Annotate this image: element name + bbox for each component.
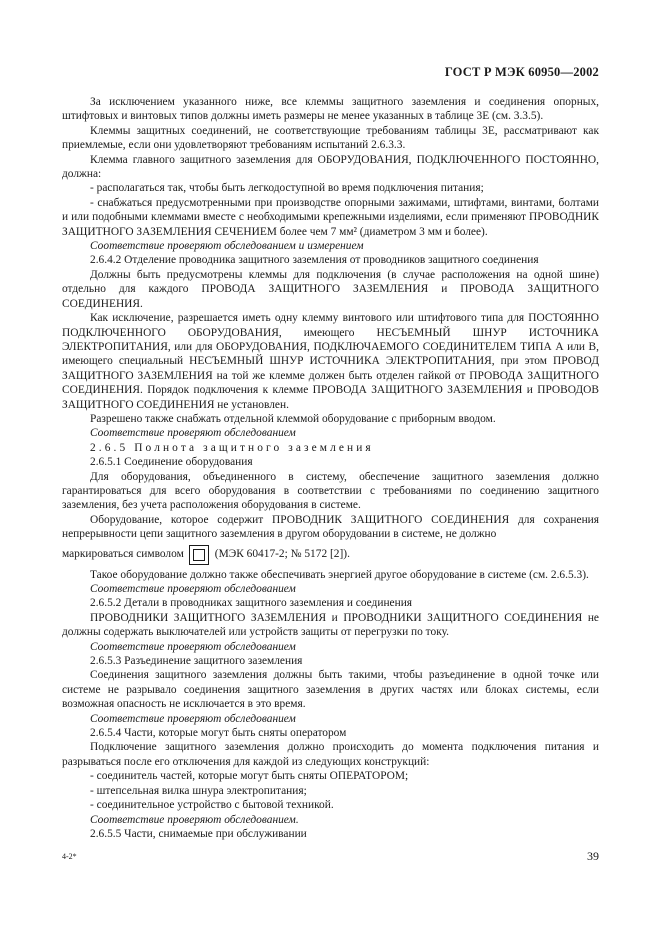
- paragraph: 2.6.5.2 Детали в проводниках защитного заземления и соединения: [90, 597, 413, 610]
- paragraph: ПРОВОДНИКИ ЗАЩИТНОГО ЗАЗЕМЛЕНИЯ и ПРОВОДНИКИ ЗАЩИТНОГО СОЕДИНЕНИЯ не должны содержать выключателей или устройств защиты от перегрузки по току.: [62, 611, 599, 639]
- document-body: [62, 95, 599, 841]
- paragraph: Соответствие проверяют обследованием: [90, 427, 296, 440]
- paragraph: Подключение защитного заземления должно происходить до момента подключения питания и разрываться после его отключения для каждой из следующих конструкций:: [62, 741, 599, 768]
- paragraph: Соответствие проверяют обследованием.: [90, 813, 299, 826]
- paragraph: Клемма главного защитного заземления для ОБОРУДОВАНИЯ, ПОДКЛЮЧЕННОГО ПОСТОЯННО, должна:: [62, 153, 599, 181]
- paragraph: Соответствие проверяют обследованием и измерением: [90, 240, 364, 253]
- paragraph: - штепсельная вилка шнура электропитания;: [90, 784, 307, 797]
- paragraph: - соединительное устройство с бытовой техникой.: [90, 799, 334, 812]
- paragraph: Соединения защитного заземления должны быть такими, чтобы разъединение в одной точке или системе не разрывало соединения защитного заземления в других частях или блоках системы, если возможная опасность не исключается в это время.: [62, 669, 599, 711]
- paragraph-group-1: [62, 95, 599, 542]
- paragraph: Соответствие проверяют обследованием: [90, 640, 296, 653]
- symbol-line-before: маркироваться символом: [62, 548, 184, 561]
- class-ii-symbol-icon: [189, 545, 209, 565]
- paragraph: Как исключение, разрешается иметь одну клемму винтового или штифтового типа для ПОСТОЯННО ПОДКЛЮЧЕННОГО ОБОРУДОВАНИЯ, имеющего НЕСЪЕМНЫЙ ШНУР ИСТОЧНИКА ЭЛЕКТРОПИТАНИЯ, или для ОБОРУДОВАНИЯ, ПОДКЛЮЧАЕМОГО СОЕДИНИТЕЛЕМ ТИПА А или В, имеющего специальный НЕСЪЕМНЫЙ ШНУР ИСТОЧНИКА ЭЛЕКТРОПИТАНИЯ, при этом ПРОВОД ЗАЩИТНОГО ЗАЗЕМЛЕНИЯ на той же клемме должен быть отделен гайкой от ПРОВОДА ЗАЩИТНОГО СОЕДИНЕНИЯ. Порядок подключения к клемме ПРОВОДА ЗАЩИТНОГО ЗАЗЕМЛЕНИЯ и ПРОВОДОВ ЗАЩИТНОГО СОЕДИНЕНИЯ не установлен.: [62, 312, 599, 411]
- paragraph: 2.6.5.1 Соединение оборудования: [90, 456, 253, 469]
- paragraph: 2.6.5.4 Части, которые могут быть сняты оператором: [90, 727, 347, 740]
- symbol-line: [62, 542, 599, 568]
- paragraph: Разрешено также снабжать отдельной клеммой оборудование с приборным вводом.: [90, 412, 496, 425]
- paragraph-group-2: [62, 568, 599, 842]
- paragraph: За исключением указанного ниже, все клеммы защитного заземления и соединения опорных, штифтовых и винтовых типов должны иметь размеры не менее указанных в таблице 3Е (см. 3.3.5).: [62, 96, 599, 123]
- paragraph: Клеммы защитных соединений, не соответствующие требованиям таблицы 3Е, рассматривают как приемлемые, если они удовлетворяют требованиям испытаний 2.6.3.3.: [62, 124, 599, 152]
- paragraph: Соответствие проверяют обследованием: [90, 583, 296, 595]
- paragraph: 2.6.5.3 Разъединение защитного заземления: [90, 655, 303, 668]
- paragraph: Должны быть предусмотрены клеммы для подключения (в случае расположения на одной шине) отдельно для каждого ПРОВОДА ЗАЩИТНОГО ЗАЗЕМЛЕНИЯ и ПРОВОДА ЗАЩИТНОГО СОЕДИНЕНИЯ.: [62, 268, 599, 310]
- symbol-line-after: (МЭК 60417-2; № 5172 [2]).: [214, 548, 350, 561]
- paragraph: Для оборудования, объединенного в систему, обеспечение защитного заземления должно гарантироваться для всего оборудования в соответствии с требованиями по соединению защитного заземления, без учета расположения оборудования в системе.: [62, 470, 599, 512]
- paragraph: 2.6.5.5 Части, снимаемые при обслуживании: [90, 827, 307, 840]
- paragraph: 2.6.4.2 Отделение проводника защитного заземления от проводников защитного соединения: [90, 254, 539, 267]
- paragraph: Такое оборудование должно также обеспечивать энергией другое оборудование в системе (см. 2.6.5.3).: [90, 568, 589, 581]
- paragraph: Оборудование, которое содержит ПРОВОДНИК ЗАЩИТНОГО СОЕДИНЕНИЯ для сохранения непрерывности цепи защитного заземления в другом оборудовании в системе, не должно: [62, 513, 599, 541]
- paragraph: - располагаться так, чтобы быть легкодоступной во время подключения питания;: [90, 182, 484, 195]
- paragraph: - снабжаться предусмотренными при производстве опорными зажимами, штифтами, винтами, болтами и или подобными клеммами вместе с необходимыми крепежными изделиями, если применяют ПРОВОДНИК ЗАЩИТНОГО ЗАЗЕМЛЕНИЯ СЕЧЕНИЕМ более чем 7 мм² (диаметром 3 мм и более).: [62, 196, 599, 238]
- paragraph: - соединитель частей, которые могут быть сняты ОПЕРАТОРОМ;: [90, 770, 409, 783]
- document-header: ГОСТ Р МЭК 60950—2002: [444, 65, 599, 79]
- footer-signature: 4-2*: [62, 852, 77, 861]
- paragraph: Соответствие проверяют обследованием: [90, 712, 296, 725]
- page-number: 39: [587, 849, 599, 863]
- paragraph: 2.6.5 Полнота защитного заземления: [90, 441, 374, 454]
